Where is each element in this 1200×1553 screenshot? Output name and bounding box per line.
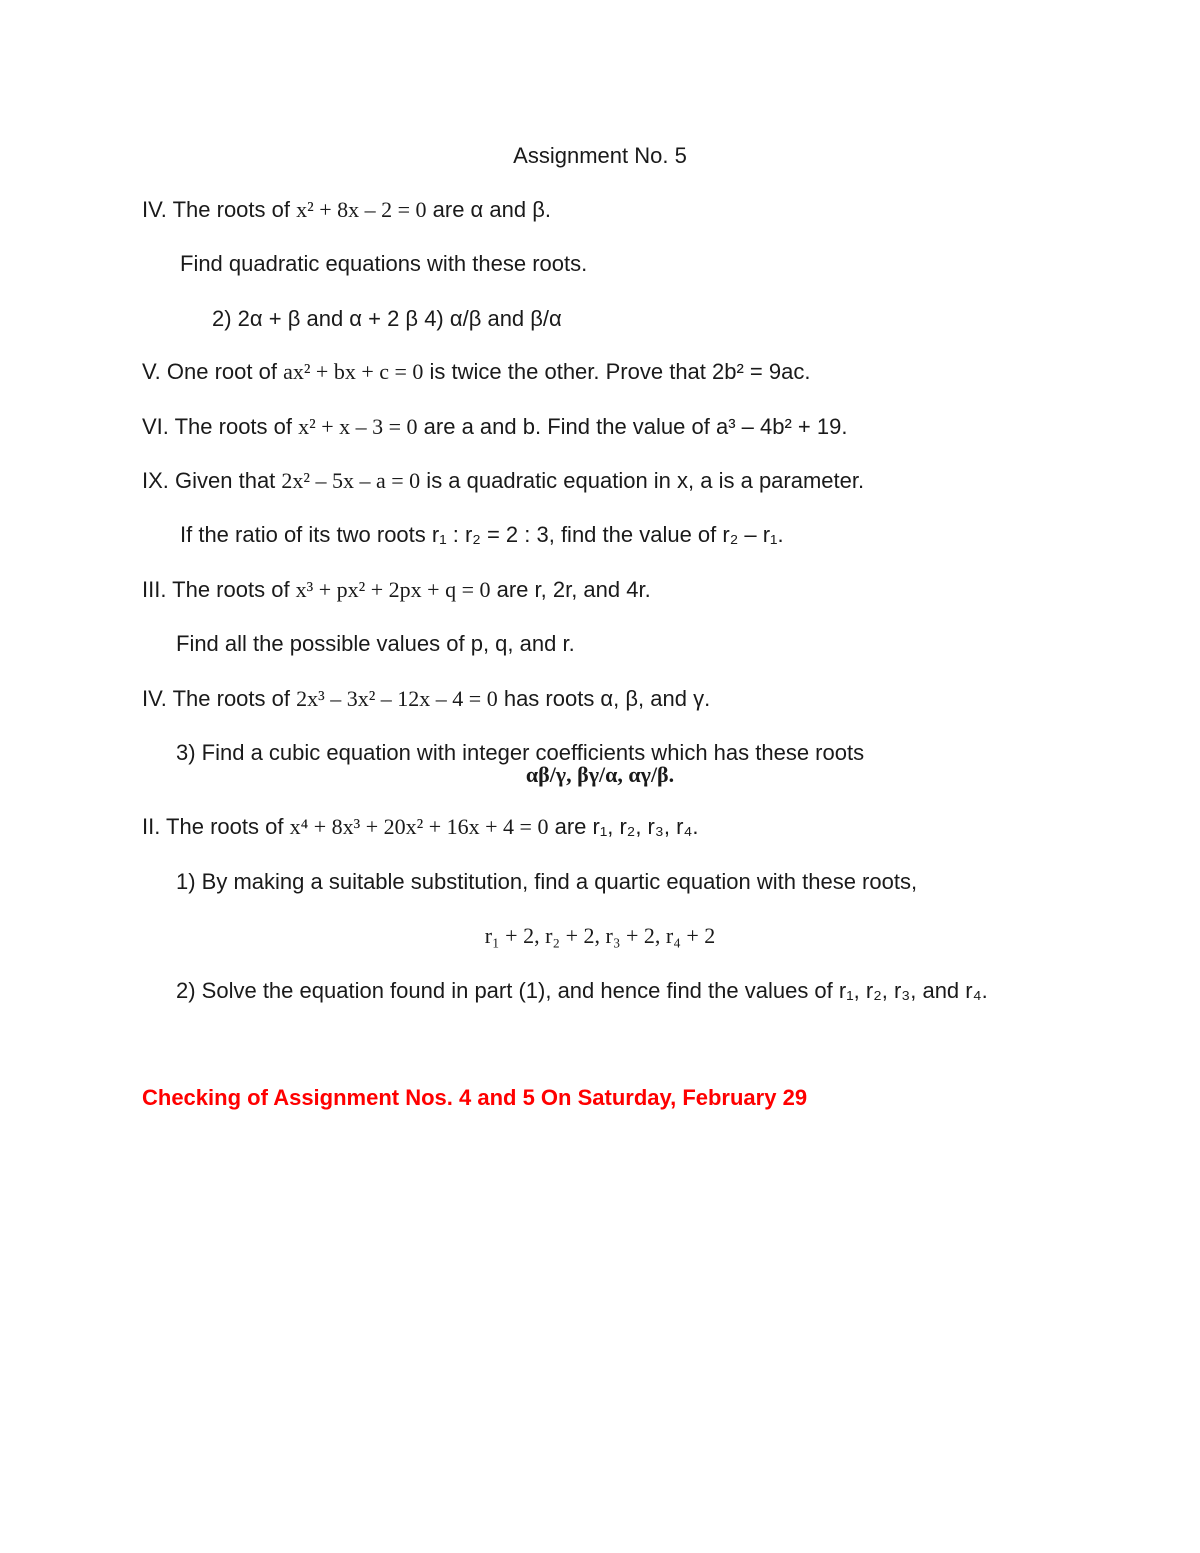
ratio-text: If the ratio of its two roots r₁ : r₂ = 2 : 3, find the value of r₂ – r₁. <box>180 522 784 547</box>
problem-text: has roots α, β, and γ. <box>497 686 711 711</box>
equation: x⁴ + 8x³ + 20x² + 16x + 4 = 0 <box>289 814 549 839</box>
problem-label: IV. The roots of <box>142 197 297 222</box>
equation: ax² + bx + c = 0 <box>283 359 424 384</box>
checking-notice: Checking of Assignment Nos. 4 and 5 On Saturday, February 29 <box>142 1085 808 1110</box>
problem-v <box>142 358 810 386</box>
problem-iv-cubic <box>142 685 710 713</box>
problem-text: are r₁, r₂, r₃, r₄. <box>548 814 699 839</box>
problem-ix <box>142 467 864 495</box>
problem-label: IX. Given that <box>142 468 282 493</box>
problem-label: V. One root of <box>142 359 284 384</box>
problem-text: is a quadratic equation in x, a is a parameter. <box>420 468 865 493</box>
problem-text: are α and β. <box>426 197 551 222</box>
equation: x² + 8x – 2 = 0 <box>296 197 427 222</box>
instruction-text: 2) Solve the equation found in part (1), and hence find the values of r₁, r₂, r₃, and r₄. <box>176 978 988 1003</box>
page-title: Assignment No. 5 <box>513 143 687 168</box>
sub-questions: 2) 2α + β and α + 2 β 4) α/β and β/α <box>212 306 562 331</box>
problem-label: VI. The roots of <box>142 414 299 439</box>
instruction-text: 1) By making a suitable substitution, find a quartic equation with these roots, <box>176 869 918 894</box>
instruction-text: 3) Find a cubic equation with integer coefficients which has these roots <box>176 740 865 765</box>
instruction-text: Find quadratic equations with these roots. <box>180 251 588 276</box>
problem-vi <box>142 413 847 441</box>
problem-label: III. The roots of <box>142 577 296 602</box>
problem-label: IV. The roots of <box>142 686 297 711</box>
equation: 2x² – 5x – a = 0 <box>281 468 421 493</box>
equation: x³ + px² + 2px + q = 0 <box>295 577 491 602</box>
problem-text: are a and b. Find the value of a³ – 4b² + 19. <box>417 414 848 439</box>
instruction-text: Find all the possible values of p, q, and r. <box>176 631 575 656</box>
problem-text: is twice the other. Prove that 2b² = 9ac. <box>423 359 811 384</box>
problem-label: II. The roots of <box>142 814 290 839</box>
equation: 2x³ – 3x² – 12x – 4 = 0 <box>296 686 498 711</box>
equation: x² + x – 3 = 0 <box>298 414 418 439</box>
problem-ii <box>142 813 698 841</box>
roots-expression: r₁ + 2, r₂ + 2, r₃ + 2, r₄ + 2 <box>484 923 716 948</box>
problem-text: are r, 2r, and 4r. <box>490 577 651 602</box>
roots-expression: αβ/γ, βγ/α, αγ/β. <box>525 762 675 787</box>
problem-iv-quadratic <box>142 196 551 224</box>
problem-iii <box>142 576 651 604</box>
